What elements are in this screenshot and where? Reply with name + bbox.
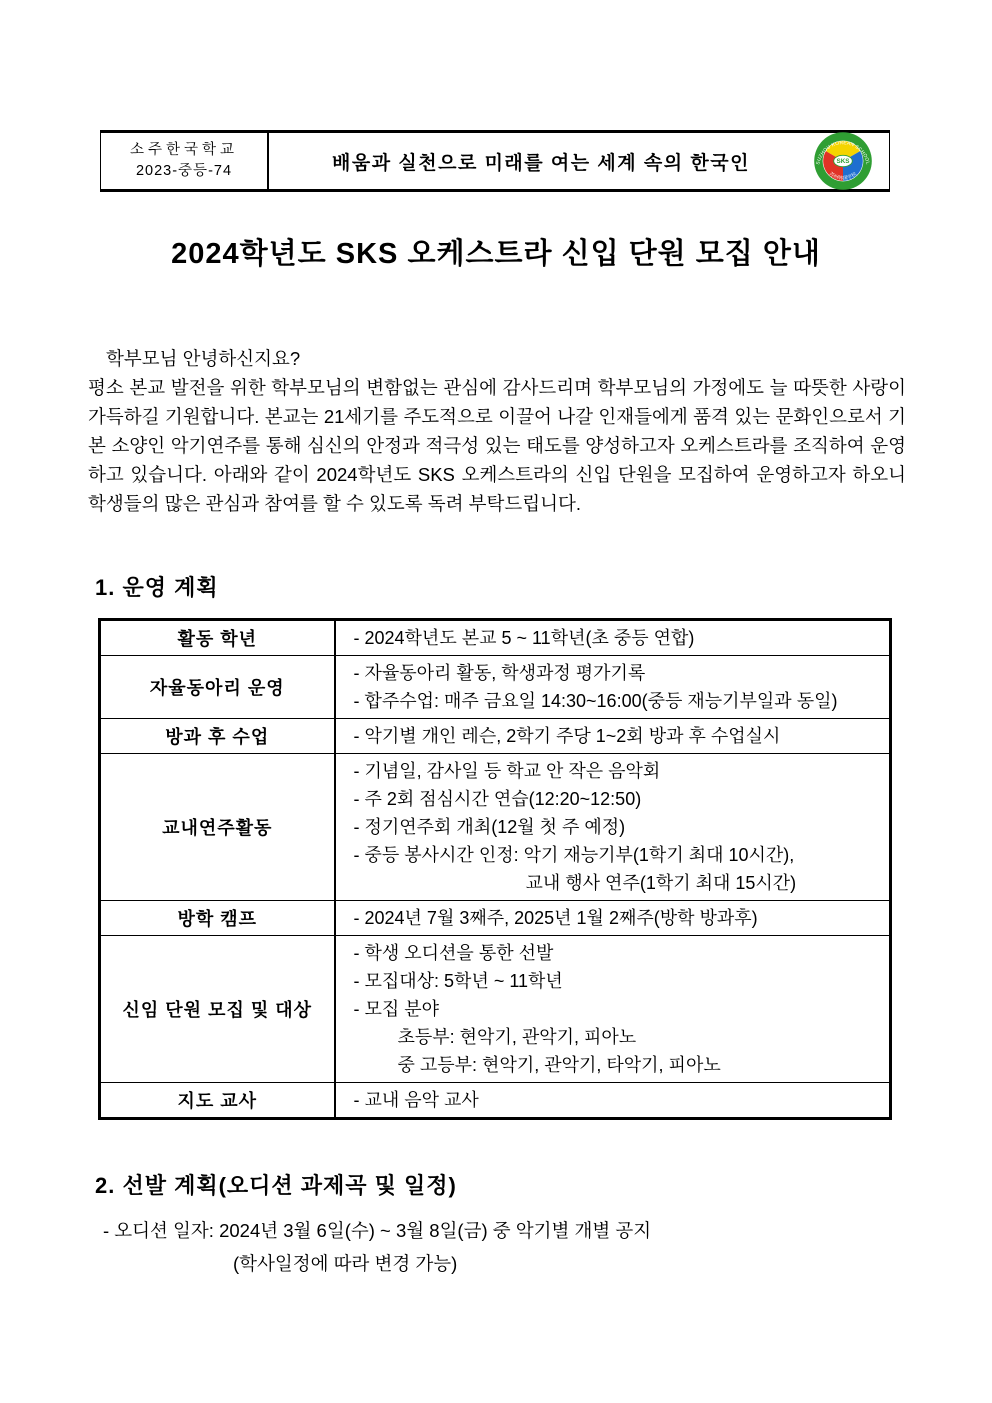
greeting-body: 평소 본교 발전을 위한 학부모님의 변함없는 관심에 감사드리며 학부모님의 가정에도 늘 따뜻한 사랑이 가득하길 기원합니다. 본교는 21세기를 주도적으로 이끌어 나갈 인재들에게 품격 있는 문화인으로서 기본 소양인 악기연주를 통해 심신의 안정과 적극성 있는 태도를 양성하고자 오케스트라를 조직하여 운영하고 있습니다. 아래와 같이 2024학년도 SKS 오케스트라의 신입 단원을 모집하여 운영하고자 하오니 학생들의 많은 관심과 참여를 할 수 있도록 독려 부탁드립니다. xyxy=(88,377,906,514)
cell-line: 교내 행사 연주(1학기 최대 15시간) xyxy=(525,873,797,893)
row-label: 방과 후 수업 xyxy=(100,719,335,754)
cell-line: - 합주수업: 매주 금요일 14:30~16:00(중등 재능기부일과 동일) xyxy=(353,691,838,711)
school-slogan: 배움과 실천으로 미래를 여는 세계 속의 한국인 xyxy=(332,152,750,174)
school-info xyxy=(101,133,269,189)
audition-schedule-line: - 오디션 일자: 2024년 3월 6일(수) ~ 3월 8일(금) 중 악기별 개별 공지 xyxy=(103,1220,652,1241)
table-row xyxy=(100,901,891,936)
school-header xyxy=(100,130,890,192)
cell-line: - 악기별 개인 레슨, 2학기 주당 1~2회 방과 후 수업실시 xyxy=(353,726,781,746)
audition-schedule-lines xyxy=(95,1214,895,1280)
row-label: 활동 학년 xyxy=(100,620,335,656)
cell-line: - 중등 봉사시간 인정: 악기 재능기부(1학기 최대 10시간), xyxy=(353,845,795,865)
logo-sks-text: SKS xyxy=(836,158,850,166)
operation-plan-table-body xyxy=(100,620,891,1119)
operation-plan-table xyxy=(98,618,892,1120)
row-label: 교내연주활동 xyxy=(100,754,335,901)
svg-text:SUZHOU KOREAN SCHOOL: SUZHOU KOREAN SCHOOL xyxy=(816,141,870,166)
cell-line: - 모집대상: 5학년 ~ 11학년 xyxy=(353,971,563,991)
row-content xyxy=(335,656,891,719)
school-name: 소주한국학교 xyxy=(129,141,239,158)
cell-line: - 학생 오디션을 통한 선발 xyxy=(353,943,554,963)
table-row xyxy=(100,719,891,754)
row-label: 자율동아리 운영 xyxy=(100,656,335,719)
row-content xyxy=(335,620,891,656)
table-row xyxy=(100,656,891,719)
row-label: 신임 단원 모집 및 대상 xyxy=(100,936,335,1083)
greeting-line: 학부모님 안녕하신지요? xyxy=(106,348,301,369)
doc-number: 2023-중등-74 xyxy=(135,163,233,179)
cell-line: - 기념일, 감사일 등 학교 안 작은 음악회 xyxy=(353,761,661,781)
section2-heading: 2. 선발 계획(오디션 과제곡 및 일정) xyxy=(95,1173,457,1198)
table-row xyxy=(100,936,891,1083)
svg-text:苏州韩国学校: 苏州韩国学校 xyxy=(827,171,859,182)
cell-line: - 2024학년도 본교 5 ~ 11학년(초 중등 연합) xyxy=(353,628,695,648)
row-content xyxy=(335,936,891,1083)
section1-heading: 1. 운영 계획 xyxy=(95,575,219,600)
audition-schedule-line: (학사일정에 따라 변경 가능) xyxy=(233,1253,458,1274)
cell-line: - 2024년 7월 3째주, 2025년 1월 2째주(방학 방과후) xyxy=(353,908,758,928)
cell-line: - 모집 분야 xyxy=(353,999,440,1019)
greeting-paragraph xyxy=(88,344,906,518)
row-label: 지도 교사 xyxy=(100,1083,335,1119)
audition-section xyxy=(95,1169,895,1280)
row-content xyxy=(335,754,891,901)
row-label: 방학 캠프 xyxy=(100,901,335,936)
cell-line: - 자율동아리 활동, 학생과정 평가기록 xyxy=(353,663,646,683)
cell-line: 초등부: 현악기, 관악기, 피아노 xyxy=(397,1027,637,1047)
table-row xyxy=(100,754,891,901)
document-title: 2024학년도 SKS 오케스트라 신입 단원 모집 안내 xyxy=(171,238,821,270)
table-row xyxy=(100,620,891,656)
cell-line: - 정기연주회 개최(12월 첫 주 예정) xyxy=(353,817,626,837)
row-content xyxy=(335,719,891,754)
cell-line: - 주 2회 점심시간 연습(12:20~12:50) xyxy=(353,789,642,809)
row-content xyxy=(335,901,891,936)
table-row xyxy=(100,1083,891,1119)
row-content xyxy=(335,1083,891,1119)
school-logo-icon xyxy=(813,131,873,191)
cell-line: 중 고등부: 현악기, 관악기, 타악기, 피아노 xyxy=(397,1055,721,1075)
cell-line: - 교내 음악 교사 xyxy=(353,1090,479,1110)
